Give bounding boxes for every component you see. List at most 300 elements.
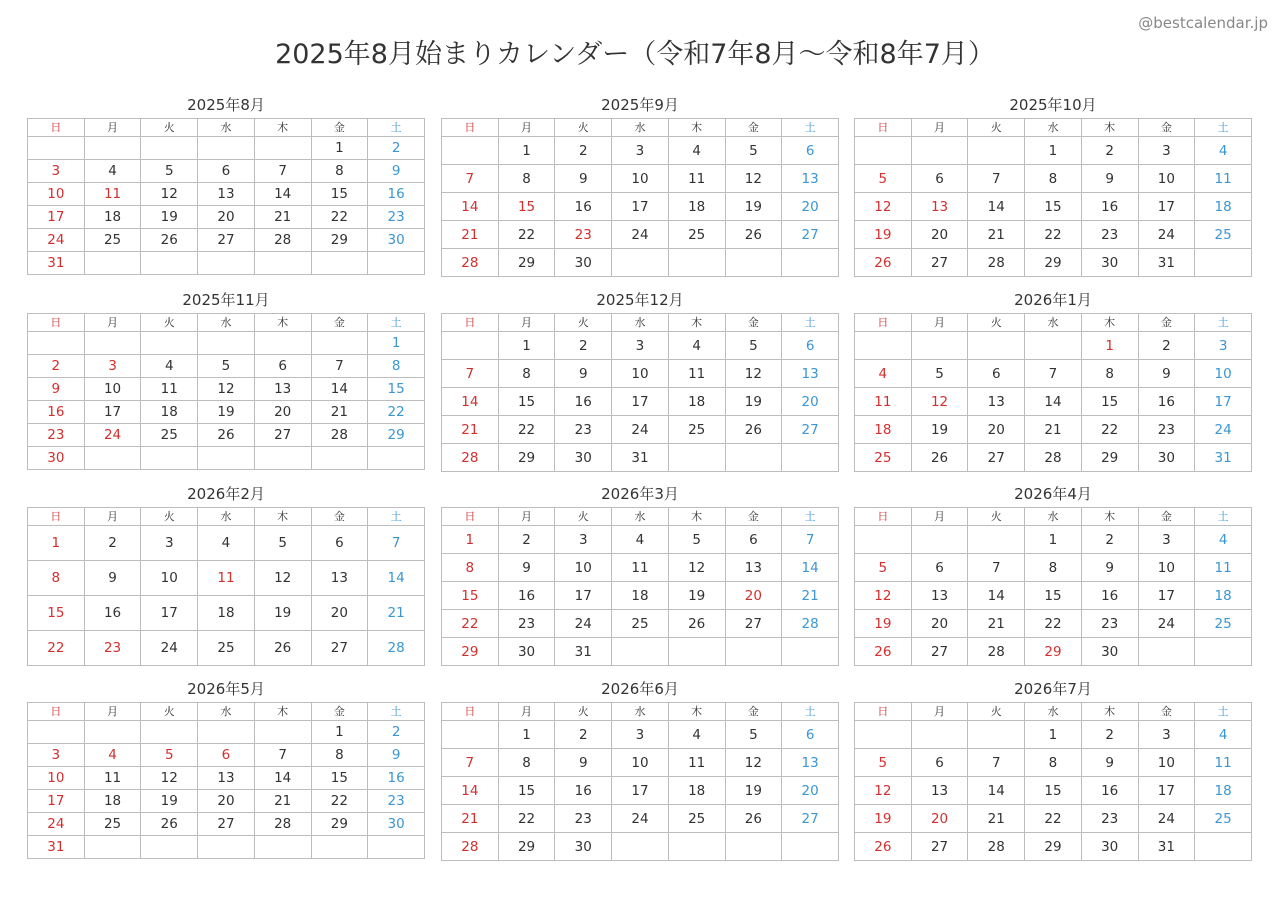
day-cell: 1 (498, 332, 555, 360)
day-cell: 24 (141, 631, 198, 666)
day-cell: 3 (28, 744, 85, 767)
day-cell: 12 (725, 749, 782, 777)
month-calendar (441, 676, 839, 861)
day-cell: 21 (442, 805, 499, 833)
day-cell: 13 (782, 360, 839, 388)
day-cell: 6 (311, 526, 368, 561)
weekday-header-row (855, 508, 1252, 526)
weekday-header: 火 (141, 119, 198, 137)
day-cell: 24 (1138, 610, 1195, 638)
day-cell: 9 (28, 378, 85, 401)
day-cell: 14 (442, 777, 499, 805)
week-row (28, 813, 425, 836)
empty-cell (668, 444, 725, 472)
weekday-header: 火 (968, 314, 1025, 332)
day-cell: 5 (198, 355, 255, 378)
day-cell: 11 (141, 378, 198, 401)
day-cell: 22 (1025, 610, 1082, 638)
day-cell: 5 (855, 165, 912, 193)
day-cell: 11 (84, 183, 141, 206)
day-cell: 11 (1195, 749, 1252, 777)
day-cell: 1 (442, 526, 499, 554)
day-cell: 5 (725, 721, 782, 749)
empty-cell (141, 721, 198, 744)
day-cell: 15 (1025, 777, 1082, 805)
weekday-header: 月 (498, 703, 555, 721)
empty-cell (311, 447, 368, 470)
day-cell: 7 (254, 160, 311, 183)
day-cell: 21 (254, 206, 311, 229)
day-cell: 22 (498, 805, 555, 833)
weekday-header: 金 (725, 314, 782, 332)
month-table (854, 118, 1252, 277)
empty-cell (782, 833, 839, 861)
day-cell: 24 (612, 805, 669, 833)
empty-cell (911, 721, 968, 749)
day-cell: 22 (311, 206, 368, 229)
day-cell: 6 (911, 165, 968, 193)
day-cell: 18 (141, 401, 198, 424)
weekday-header: 水 (612, 119, 669, 137)
day-cell: 17 (1138, 193, 1195, 221)
day-cell: 31 (555, 638, 612, 666)
day-cell: 19 (725, 388, 782, 416)
weekday-header-row (442, 314, 839, 332)
day-cell: 5 (254, 526, 311, 561)
day-cell: 26 (141, 813, 198, 836)
weekday-header: 水 (198, 703, 255, 721)
day-cell: 8 (1025, 165, 1082, 193)
week-row (442, 249, 839, 277)
day-cell: 3 (612, 137, 669, 165)
weekday-header: 月 (498, 314, 555, 332)
day-cell: 28 (968, 249, 1025, 277)
day-cell: 2 (1081, 137, 1138, 165)
empty-cell (254, 137, 311, 160)
weekday-header: 月 (911, 314, 968, 332)
day-cell: 9 (555, 165, 612, 193)
day-cell: 22 (498, 416, 555, 444)
week-row (442, 165, 839, 193)
month-calendar (854, 481, 1252, 666)
day-cell: 10 (28, 767, 85, 790)
day-cell: 27 (725, 610, 782, 638)
weekday-header: 木 (254, 314, 311, 332)
day-cell: 15 (498, 193, 555, 221)
day-cell: 4 (84, 160, 141, 183)
day-cell: 7 (968, 749, 1025, 777)
week-row (28, 355, 425, 378)
day-cell: 24 (555, 610, 612, 638)
month-table (441, 507, 839, 666)
day-cell: 6 (254, 355, 311, 378)
weekday-header: 日 (28, 119, 85, 137)
day-cell: 2 (1081, 721, 1138, 749)
month-calendar (441, 92, 839, 277)
month-title: 2025年12月 (596, 291, 684, 309)
month-calendar (441, 481, 839, 666)
day-cell: 29 (498, 249, 555, 277)
day-cell: 1 (498, 137, 555, 165)
day-cell: 24 (612, 416, 669, 444)
day-cell: 4 (612, 526, 669, 554)
day-cell: 10 (612, 749, 669, 777)
empty-cell (911, 332, 968, 360)
day-cell: 29 (1081, 444, 1138, 472)
day-cell: 29 (1025, 833, 1082, 861)
weekday-header: 火 (968, 703, 1025, 721)
day-cell: 16 (498, 582, 555, 610)
day-cell: 9 (555, 360, 612, 388)
day-cell: 8 (28, 561, 85, 596)
day-cell: 19 (911, 416, 968, 444)
week-row (855, 444, 1252, 472)
weekday-header: 日 (442, 703, 499, 721)
day-cell: 27 (198, 229, 255, 252)
day-cell: 28 (368, 631, 425, 666)
month-title: 2026年3月 (601, 485, 679, 503)
day-cell: 26 (668, 610, 725, 638)
day-cell: 12 (725, 360, 782, 388)
day-cell: 5 (855, 554, 912, 582)
day-cell: 6 (725, 526, 782, 554)
day-cell: 29 (311, 813, 368, 836)
day-cell: 14 (968, 193, 1025, 221)
day-cell: 19 (141, 206, 198, 229)
weekday-header: 日 (28, 703, 85, 721)
day-cell: 17 (1195, 388, 1252, 416)
weekday-header: 月 (911, 508, 968, 526)
day-cell: 21 (782, 582, 839, 610)
weekday-header: 金 (311, 508, 368, 526)
weekday-header: 金 (311, 119, 368, 137)
day-cell: 27 (911, 249, 968, 277)
weekday-header: 日 (442, 119, 499, 137)
day-cell: 5 (141, 160, 198, 183)
day-cell: 2 (555, 137, 612, 165)
empty-cell (1138, 638, 1195, 666)
day-cell: 4 (198, 526, 255, 561)
weekday-header: 土 (368, 119, 425, 137)
month-title: 2026年7月 (1014, 680, 1092, 698)
day-cell: 30 (1138, 444, 1195, 472)
day-cell: 16 (555, 193, 612, 221)
day-cell: 17 (612, 388, 669, 416)
empty-cell (782, 249, 839, 277)
day-cell: 21 (968, 805, 1025, 833)
weekday-header: 月 (84, 508, 141, 526)
month-title: 2025年11月 (182, 291, 270, 309)
day-cell: 1 (1025, 526, 1082, 554)
day-cell: 16 (1081, 193, 1138, 221)
day-cell: 21 (1025, 416, 1082, 444)
week-row (442, 526, 839, 554)
weekday-header: 木 (668, 703, 725, 721)
day-cell: 13 (911, 582, 968, 610)
day-cell: 17 (84, 401, 141, 424)
day-cell: 7 (442, 165, 499, 193)
week-row (28, 424, 425, 447)
day-cell: 11 (668, 165, 725, 193)
day-cell: 22 (28, 631, 85, 666)
day-cell: 28 (442, 249, 499, 277)
day-cell: 23 (555, 805, 612, 833)
day-cell: 24 (84, 424, 141, 447)
empty-cell (1025, 332, 1082, 360)
day-cell: 7 (1025, 360, 1082, 388)
empty-cell (311, 836, 368, 859)
day-cell: 20 (782, 777, 839, 805)
day-cell: 22 (311, 790, 368, 813)
week-row (28, 183, 425, 206)
day-cell: 3 (28, 160, 85, 183)
day-cell: 23 (368, 790, 425, 813)
weekday-header: 月 (498, 119, 555, 137)
month-table (27, 702, 425, 859)
day-cell: 7 (254, 744, 311, 767)
weekday-header: 月 (84, 119, 141, 137)
empty-cell (612, 638, 669, 666)
day-cell: 8 (498, 360, 555, 388)
weekday-header: 土 (782, 703, 839, 721)
day-cell: 2 (84, 526, 141, 561)
weekday-header-row (28, 119, 425, 137)
day-cell: 18 (198, 596, 255, 631)
day-cell: 11 (1195, 554, 1252, 582)
week-row (28, 332, 425, 355)
empty-cell (911, 526, 968, 554)
day-cell: 23 (1138, 416, 1195, 444)
day-cell: 30 (555, 249, 612, 277)
weekday-header-row (28, 703, 425, 721)
day-cell: 20 (911, 805, 968, 833)
empty-cell (28, 137, 85, 160)
day-cell: 3 (1195, 332, 1252, 360)
day-cell: 17 (612, 777, 669, 805)
day-cell: 27 (968, 444, 1025, 472)
week-row (28, 836, 425, 859)
day-cell: 20 (782, 388, 839, 416)
empty-cell (725, 833, 782, 861)
weekday-header-row (855, 314, 1252, 332)
day-cell: 28 (442, 444, 499, 472)
weekday-header: 火 (555, 119, 612, 137)
month-title: 2025年8月 (187, 96, 265, 114)
weekday-header: 火 (555, 508, 612, 526)
day-cell: 16 (368, 183, 425, 206)
day-cell: 17 (1138, 582, 1195, 610)
day-cell: 9 (368, 160, 425, 183)
day-cell: 5 (911, 360, 968, 388)
weekday-header: 金 (1138, 119, 1195, 137)
empty-cell (254, 836, 311, 859)
day-cell: 10 (1195, 360, 1252, 388)
day-cell: 22 (1081, 416, 1138, 444)
day-cell: 4 (1195, 526, 1252, 554)
weekday-header: 水 (612, 314, 669, 332)
week-row (442, 833, 839, 861)
day-cell: 13 (254, 378, 311, 401)
weekday-header-row (442, 508, 839, 526)
weekday-header-row (855, 119, 1252, 137)
weekday-header: 日 (28, 508, 85, 526)
weekday-header: 土 (1195, 508, 1252, 526)
empty-cell (612, 249, 669, 277)
day-cell: 21 (311, 401, 368, 424)
week-row (855, 221, 1252, 249)
day-cell: 16 (1138, 388, 1195, 416)
day-cell: 2 (28, 355, 85, 378)
day-cell: 28 (254, 813, 311, 836)
day-cell: 30 (1081, 249, 1138, 277)
day-cell: 13 (782, 749, 839, 777)
day-cell: 24 (1138, 221, 1195, 249)
day-cell: 3 (1138, 526, 1195, 554)
empty-cell (668, 249, 725, 277)
week-row (28, 206, 425, 229)
week-row (28, 526, 425, 561)
day-cell: 31 (1138, 833, 1195, 861)
week-row (442, 805, 839, 833)
empty-cell (84, 447, 141, 470)
week-row (28, 744, 425, 767)
day-cell: 12 (855, 777, 912, 805)
week-row (28, 767, 425, 790)
day-cell: 16 (28, 401, 85, 424)
weekday-header: 木 (254, 508, 311, 526)
month-table (27, 313, 425, 470)
day-cell: 5 (668, 526, 725, 554)
day-cell: 4 (1195, 721, 1252, 749)
day-cell: 9 (84, 561, 141, 596)
empty-cell (198, 252, 255, 275)
day-cell: 4 (141, 355, 198, 378)
site-credit: @bestcalendar.jp (1138, 14, 1268, 32)
week-row (28, 447, 425, 470)
month-table (27, 118, 425, 275)
day-cell: 16 (368, 767, 425, 790)
day-cell: 29 (1025, 249, 1082, 277)
day-cell: 26 (855, 833, 912, 861)
day-cell: 18 (668, 388, 725, 416)
week-row (28, 252, 425, 275)
day-cell: 3 (555, 526, 612, 554)
month-table (441, 702, 839, 861)
day-cell: 21 (968, 221, 1025, 249)
week-row (855, 249, 1252, 277)
empty-cell (84, 836, 141, 859)
day-cell: 25 (612, 610, 669, 638)
empty-cell (668, 833, 725, 861)
day-cell: 28 (968, 638, 1025, 666)
day-cell: 8 (368, 355, 425, 378)
day-cell: 16 (555, 777, 612, 805)
day-cell: 26 (911, 444, 968, 472)
day-cell: 23 (498, 610, 555, 638)
day-cell: 18 (1195, 582, 1252, 610)
day-cell: 13 (968, 388, 1025, 416)
weekday-header-row (442, 703, 839, 721)
day-cell: 1 (28, 526, 85, 561)
day-cell: 23 (368, 206, 425, 229)
week-row (28, 561, 425, 596)
empty-cell (968, 137, 1025, 165)
day-cell: 31 (612, 444, 669, 472)
day-cell: 12 (141, 183, 198, 206)
week-row (442, 777, 839, 805)
day-cell: 1 (311, 721, 368, 744)
day-cell: 3 (612, 721, 669, 749)
day-cell: 15 (1025, 193, 1082, 221)
empty-cell (368, 447, 425, 470)
day-cell: 19 (855, 221, 912, 249)
day-cell: 24 (612, 221, 669, 249)
day-cell: 24 (28, 229, 85, 252)
day-cell: 12 (911, 388, 968, 416)
day-cell: 6 (782, 137, 839, 165)
empty-cell (725, 638, 782, 666)
month-calendar (27, 92, 425, 275)
empty-cell (1195, 833, 1252, 861)
week-row (28, 631, 425, 666)
week-row (855, 777, 1252, 805)
empty-cell (198, 447, 255, 470)
empty-cell (254, 721, 311, 744)
empty-cell (141, 836, 198, 859)
month-table (854, 702, 1252, 861)
week-row (855, 388, 1252, 416)
day-cell: 14 (368, 561, 425, 596)
day-cell: 11 (668, 360, 725, 388)
day-cell: 19 (855, 805, 912, 833)
empty-cell (254, 332, 311, 355)
empty-cell (1195, 638, 1252, 666)
day-cell: 27 (911, 833, 968, 861)
day-cell: 20 (198, 790, 255, 813)
day-cell: 17 (28, 206, 85, 229)
day-cell: 11 (612, 554, 669, 582)
day-cell: 17 (1138, 777, 1195, 805)
week-row (442, 193, 839, 221)
month-calendar (27, 676, 425, 859)
day-cell: 30 (555, 833, 612, 861)
weekday-header: 日 (28, 314, 85, 332)
day-cell: 23 (1081, 805, 1138, 833)
weekday-header: 水 (1025, 119, 1082, 137)
day-cell: 10 (1138, 554, 1195, 582)
month-title: 2026年2月 (187, 485, 265, 503)
weekday-header: 水 (1025, 314, 1082, 332)
month-title: 2025年10月 (1009, 96, 1097, 114)
week-row (442, 416, 839, 444)
day-cell: 4 (1195, 137, 1252, 165)
day-cell: 11 (198, 561, 255, 596)
week-row (442, 332, 839, 360)
day-cell: 7 (442, 360, 499, 388)
day-cell: 15 (311, 767, 368, 790)
weekday-header: 水 (198, 119, 255, 137)
day-cell: 20 (911, 221, 968, 249)
week-row (855, 582, 1252, 610)
day-cell: 7 (442, 749, 499, 777)
weekday-header: 火 (141, 703, 198, 721)
day-cell: 3 (84, 355, 141, 378)
day-cell: 3 (612, 332, 669, 360)
day-cell: 21 (442, 221, 499, 249)
day-cell: 7 (968, 165, 1025, 193)
empty-cell (442, 332, 499, 360)
day-cell: 8 (311, 744, 368, 767)
